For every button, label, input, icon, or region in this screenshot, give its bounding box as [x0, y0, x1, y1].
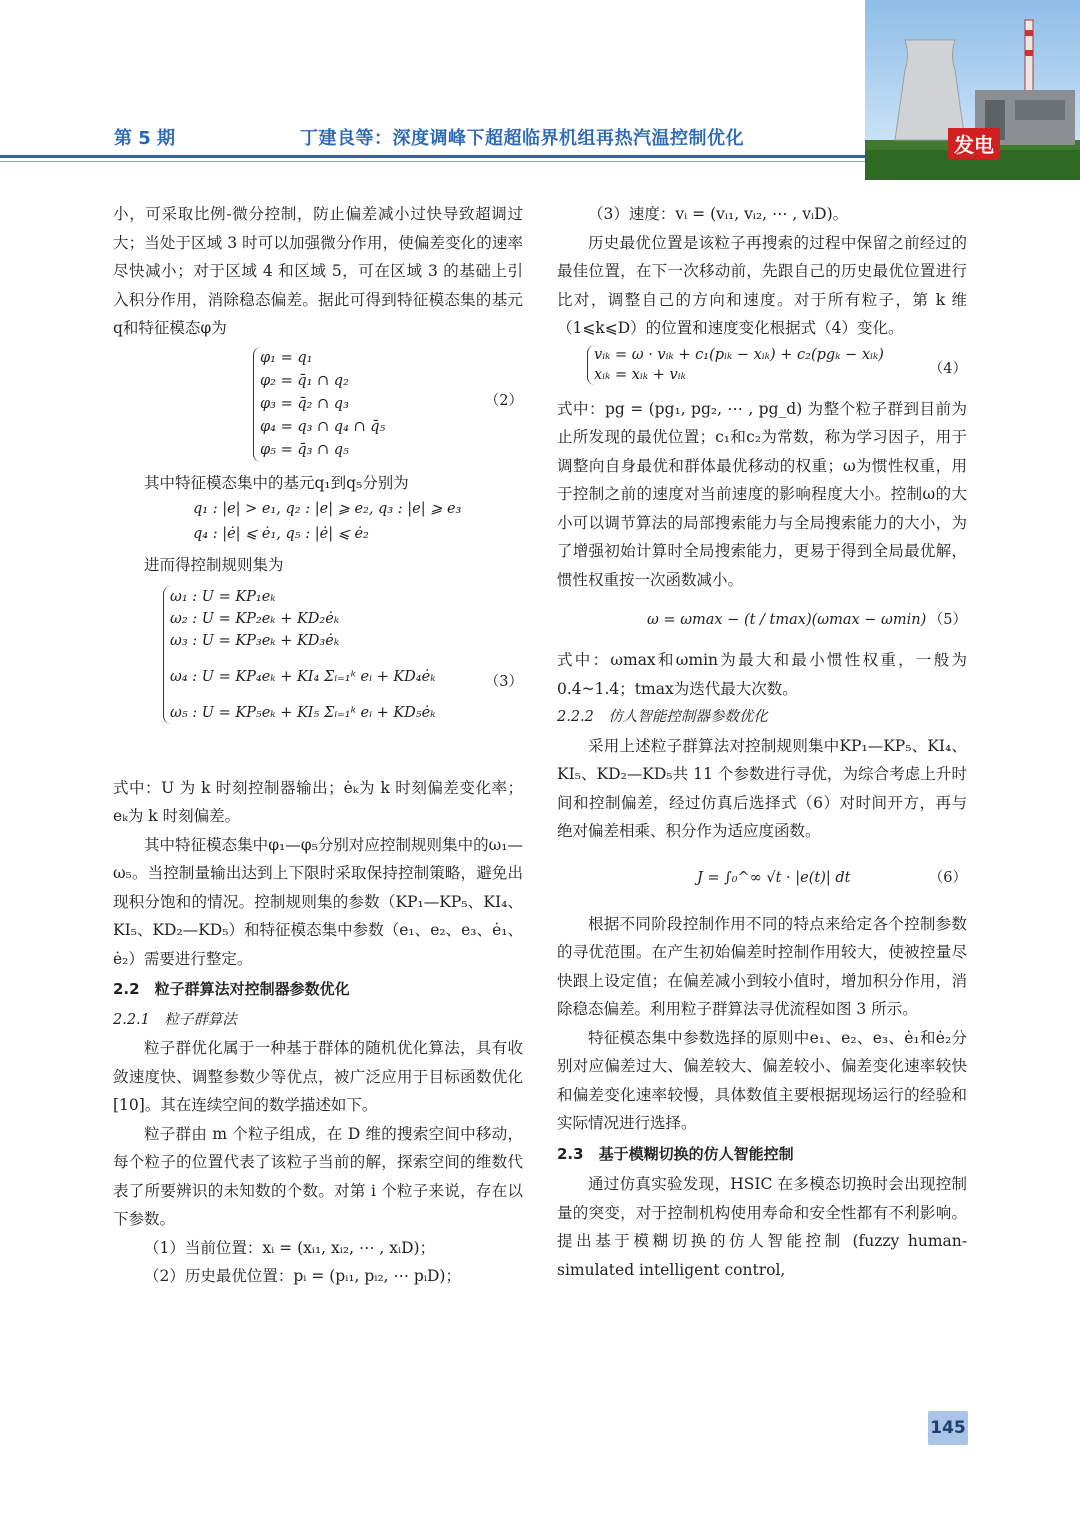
- equation-number: （5）: [928, 612, 967, 628]
- equation-5: [647, 600, 967, 640]
- paragraph: 式中：U 为 k 时刻控制器输出；ėₖ为 k 时刻偏差变化率；eₖ为 k 时刻偏差。: [113, 778, 523, 825]
- paragraph: 其中特征模态集中φ₁—φ₅分别对应控制规则集中的ω₁—ω₅。当控制量输出达到上下限时采取保持控制策略，避免出现积分饱和的情况。控制规则集的参数（KP₁—KP₅、KI₄、KI₅、KD₂—KD₅）和特征模态集中参数（e₁、e₂、e₃、ė₁、ė₂）需要进行整定。: [113, 835, 523, 968]
- page-number: 145: [928, 1411, 968, 1445]
- paragraph: 粒子群由 m 个粒子组成，在 D 维的搜索空间中移动，每个粒子的位置代表了该粒子当前的解，探索空间的维数代表了所要辨识的未知数的个数。对第 i 个粒子来说，存在以下参数。: [113, 1124, 523, 1228]
- running-title: 丁建良等：深度调峰下超超临界机组再热汽温控制优化: [300, 128, 744, 149]
- section-heading: 2.3 基于模糊切换的仿人智能控制: [557, 1144, 794, 1163]
- equation-line: q₁ : |e| > e₁, q₂ : |e| ⩾ e₂, q₃ : |e| ⩾ e₃: [193, 501, 462, 517]
- equation-4: [587, 345, 967, 389]
- paragraph: 粒子群优化属于一种基于群体的随机优化算法，具有收敛速度快、调整参数少等优点，被广泛应用于目标函数优化[10]。其在连续空间的数学描述如下。: [113, 1039, 523, 1114]
- paragraph: 历史最优位置是该粒子再搜索的过程中保留之前经过的最佳位置，在下一次移动前，先跟自己的历史最优位置进行比对，调整自己的方向和速度。对于所有粒子，第 k 维（1⩽k⩽D）的位置和速度变化根据式（4）变化。: [557, 233, 967, 337]
- subsection-heading: 2.2.1 粒子群算法: [113, 1011, 237, 1028]
- equation-number: （2）: [484, 392, 523, 409]
- equation-line: ω₄ : U = KP₄eₖ + KI₄ Σᵢ₌₁ᵏ eᵢ + KD₄ėₖ: [170, 668, 436, 685]
- section-badge: 发电: [948, 128, 1000, 159]
- left-column: [113, 200, 523, 1291]
- equation-line: ω₁ : U = KP₁eₖ: [170, 588, 276, 605]
- equation-6: [697, 856, 967, 900]
- paragraph: 小，可采取比例-微分控制，防止偏差减小过快导致超调过大；当处于区域 3 时可以加强微分作用，使偏差变化的速率尽快减小；对于区域 4 和区域 5，可在区域 3 的基础上引入积分作用，消除稳态偏差。据此可得到特征模态集的基元q和特征模态φ为: [113, 205, 523, 337]
- page-header: [0, 0, 1080, 180]
- equation-line: xᵢₖ = xᵢₖ + vᵢₖ: [594, 366, 686, 383]
- equation-number: （4）: [928, 360, 967, 377]
- equation-line: φ₄ = q₃ ∩ q₄ ∩ q̄₅: [260, 418, 386, 435]
- equation-line: ω₅ : U = KP₅eₖ + KI₅ Σᵢ₌₁ᵏ eᵢ + KD₅ėₖ: [170, 704, 436, 721]
- subsection-heading: 2.2.2 仿人智能控制器参数优化: [557, 709, 768, 725]
- list-item: （2）历史最优位置：pᵢ = (pᵢ₁, pᵢ₂, ⋯ pᵢD)；: [144, 1267, 461, 1285]
- paragraph: 采用上述粒子群算法对控制规则集中KP₁—KP₅、KI₄、KI₅、KD₂—KD₅共 11 个参数进行寻优，为综合考虑上升时间和控制偏差，经过仿真后选择式（6）对时间开方，再与绝对偏差相乘、积分作为适应度函数。: [557, 736, 967, 840]
- equation-2: [253, 347, 523, 465]
- issue-number: 第 5 期: [114, 128, 176, 149]
- header-rule-thin: [0, 161, 865, 162]
- paragraph: 根据不同阶段控制作用不同的特点来给定各个控制参数的寻优范围。在产生初始偏差时控制作用较大，使被控量尽快跟上设定值；在偏差减小到较小值时，增加积分作用，消除稳态偏差。利用粒子群算法寻优流程如图 3 所示。: [557, 914, 967, 1018]
- paragraph: 式中：pg = (pg₁, pg₂, ⋯ , pg_d) 为整个粒子群到目前为止所发现的最优位置；c₁和c₂为常数，称为学习因子，用于调整向自身最优和群体最优移动的权重；ω为惯性权重，用于控制之前的速度对当前速度的影响程度大小。控制ω的大小可以调节算法的局部搜索能力与全局搜索能力的大小，为了增强初始计算时全局搜索能力，更易于得到全局最优解，惯性权重按一次函数减小。: [557, 399, 967, 589]
- equation-3: [163, 586, 523, 768]
- equation-line: ω₃ : U = KP₃eₖ + KD₃ėₖ: [170, 632, 340, 649]
- equation-number: （3）: [484, 673, 523, 690]
- equation-line: φ₅ = q̄₃ ∩ q₅: [260, 441, 349, 458]
- paragraph: 其中特征模态集中的基元q₁到q₅分别为: [144, 473, 409, 492]
- list-item: （1）当前位置：xᵢ = (xᵢ₁, xᵢ₂, ⋯ , xᵢD)；: [144, 1238, 436, 1257]
- list-item: （3）速度：vᵢ = (vᵢ₁, vᵢ₂, ⋯ , vᵢD)。: [588, 205, 849, 223]
- equation-line: φ₃ = q̄₂ ∩ q₃: [260, 395, 349, 412]
- section-heading: 2.2 粒子群算法对控制器参数优化: [113, 980, 350, 998]
- paragraph: 进而得控制规则集为: [144, 556, 284, 574]
- header-rule: [0, 155, 865, 158]
- right-column: [557, 200, 967, 1284]
- equation-line: J = ∫₀^∞ √t · |e(t)| dt: [697, 869, 851, 886]
- equation-line: φ₂ = q̄₁ ∩ q₂: [260, 372, 349, 389]
- equation-line: ω₂ : U = KP₂eₖ + KD₂ėₖ: [170, 610, 340, 627]
- equation-line: φ₁ = q₁: [260, 349, 313, 366]
- equation-line: ω = ωmax − (t / tmax)(ωmax − ωmin): [647, 612, 927, 628]
- paragraph: 式中：ωmax和ωmin为最大和最小惯性权重，一般为 0.4~1.4；tmax为迭代最大次数。: [557, 651, 967, 698]
- equation-number: （6）: [928, 869, 967, 886]
- paragraph: 通过仿真实验发现，HSIC 在多模态切换时会出现控制量的突变，对于控制机构使用寿命和安全性都有不利影响。提出基于模糊切换的仿人智能控制 (fuzzy human-simulated intelligent control,: [557, 1175, 967, 1279]
- equation-line: vᵢₖ = ω · vᵢₖ + c₁(pᵢₖ − xᵢₖ) + c₂(pgₖ − xᵢₖ): [594, 346, 884, 363]
- paragraph: 特征模态集中参数选择的原则中e₁、e₂、e₃、ė₁和ė₂分别对应偏差过大、偏差较大、偏差较小、偏差变化速率较快和偏差变化速率较慢，具体数值主要根据现场运行的经验和实际情况进行选择。: [557, 1028, 967, 1132]
- equation-line: q₄ : |ė| ⩽ ė₁, q₅ : |ė| ⩽ ė₂: [193, 526, 369, 542]
